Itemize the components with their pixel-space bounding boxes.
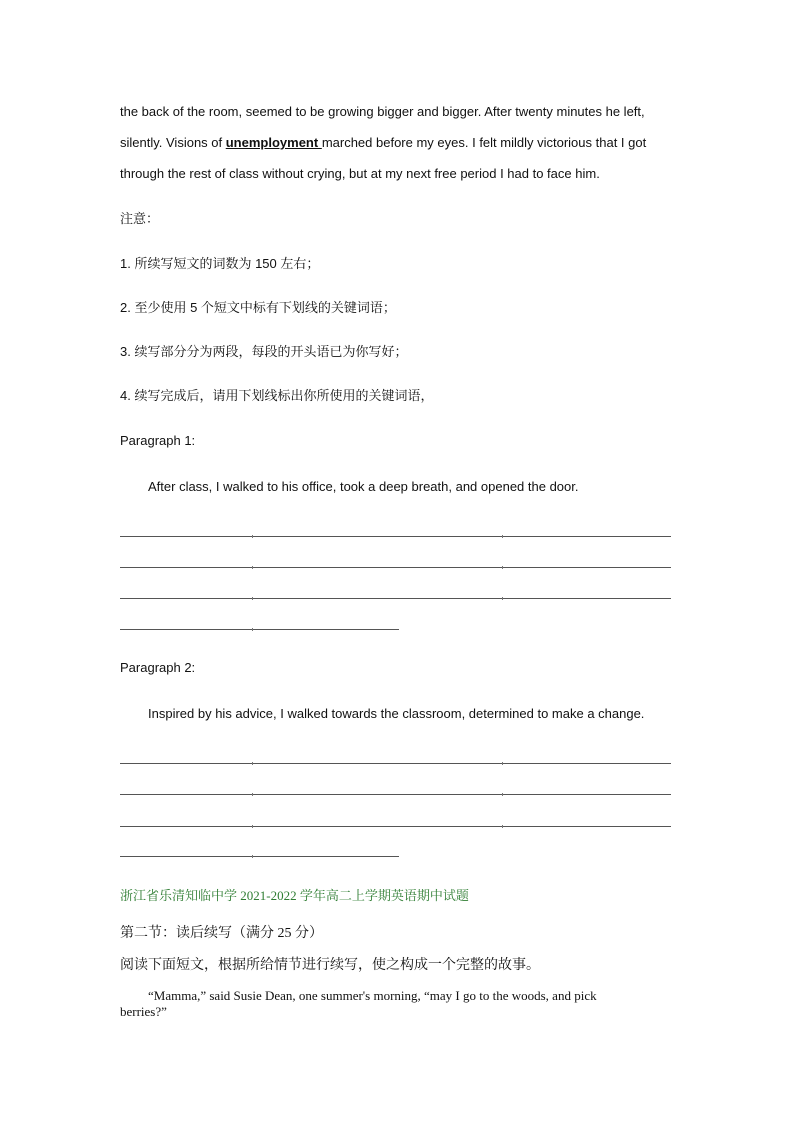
line-tick-mark: [252, 855, 253, 858]
line-tick-mark: [502, 597, 503, 600]
line-tick-mark: [502, 762, 503, 765]
paragraph-1-opening: After class, I walked to his office, took a deep breath, and opened the door.: [148, 479, 579, 494]
story-line: “Mamma,” said Susie Dean, one summer's morning, “may I go to the woods, and pick: [148, 988, 597, 1003]
key-word-underlined: unemployment: [225, 135, 322, 150]
line-tick-mark: [252, 535, 253, 538]
story-text: marched before my eyes. I felt mildly victorious that I got: [321, 135, 647, 150]
writing-line[interactable]: [120, 629, 399, 630]
story-text: silently. Visions of: [120, 135, 226, 150]
story-line-1: the back of the room, seemed to be growing bigger and bigger. After twenty minutes he left,: [120, 104, 645, 119]
line-tick-mark: [252, 628, 253, 631]
section-heading: 第二节：读后续写（满分 25 分）: [120, 926, 323, 941]
line-tick-mark: [502, 566, 503, 569]
writing-line[interactable]: [120, 856, 399, 857]
writing-line[interactable]: [120, 536, 671, 537]
notes-title: 注意：: [120, 211, 160, 226]
writing-line[interactable]: [120, 826, 671, 827]
line-tick-mark: [252, 793, 253, 796]
story-line-3: through the rest of class without crying, but at my next free period I had to face him.: [120, 166, 600, 181]
note-item-1: 1. 所续写短文的词数为 150 左右；: [120, 256, 320, 271]
writing-line[interactable]: [120, 598, 671, 599]
paragraph-2-opening: Inspired by his advice, I walked towards the classroom, determined to make a change.: [148, 706, 645, 721]
story-line-2: [120, 134, 646, 152]
line-tick-mark: [502, 825, 503, 828]
paragraph-2-label: Paragraph 2:: [120, 660, 196, 675]
story-line: berries?”: [120, 1004, 167, 1019]
writing-line[interactable]: [120, 794, 671, 795]
line-tick-mark: [502, 535, 503, 538]
paragraph-1-label: Paragraph 1:: [120, 433, 196, 448]
line-tick-mark: [252, 566, 253, 569]
note-item-2: 2. 至少使用 5 个短文中标有下划线的关键词语；: [120, 300, 396, 315]
line-tick-mark: [252, 762, 253, 765]
writing-line[interactable]: [120, 567, 671, 568]
instruction-text: 阅读下面短文，根据所给情节进行续写，使之构成一个完整的故事。: [120, 958, 540, 973]
note-item-4: 4. 续写完成后，请用下划线标出你所使用的关键词语，: [120, 388, 434, 403]
source-title: 浙江省乐清知临中学 2021-2022 学年高二上学期英语期中试题: [120, 888, 469, 903]
line-tick-mark: [502, 793, 503, 796]
writing-line[interactable]: [120, 763, 671, 764]
note-item-3: 3. 续写部分分为两段，每段的开头语已为你写好；: [120, 344, 408, 359]
line-tick-mark: [252, 825, 253, 828]
line-tick-mark: [252, 597, 253, 600]
